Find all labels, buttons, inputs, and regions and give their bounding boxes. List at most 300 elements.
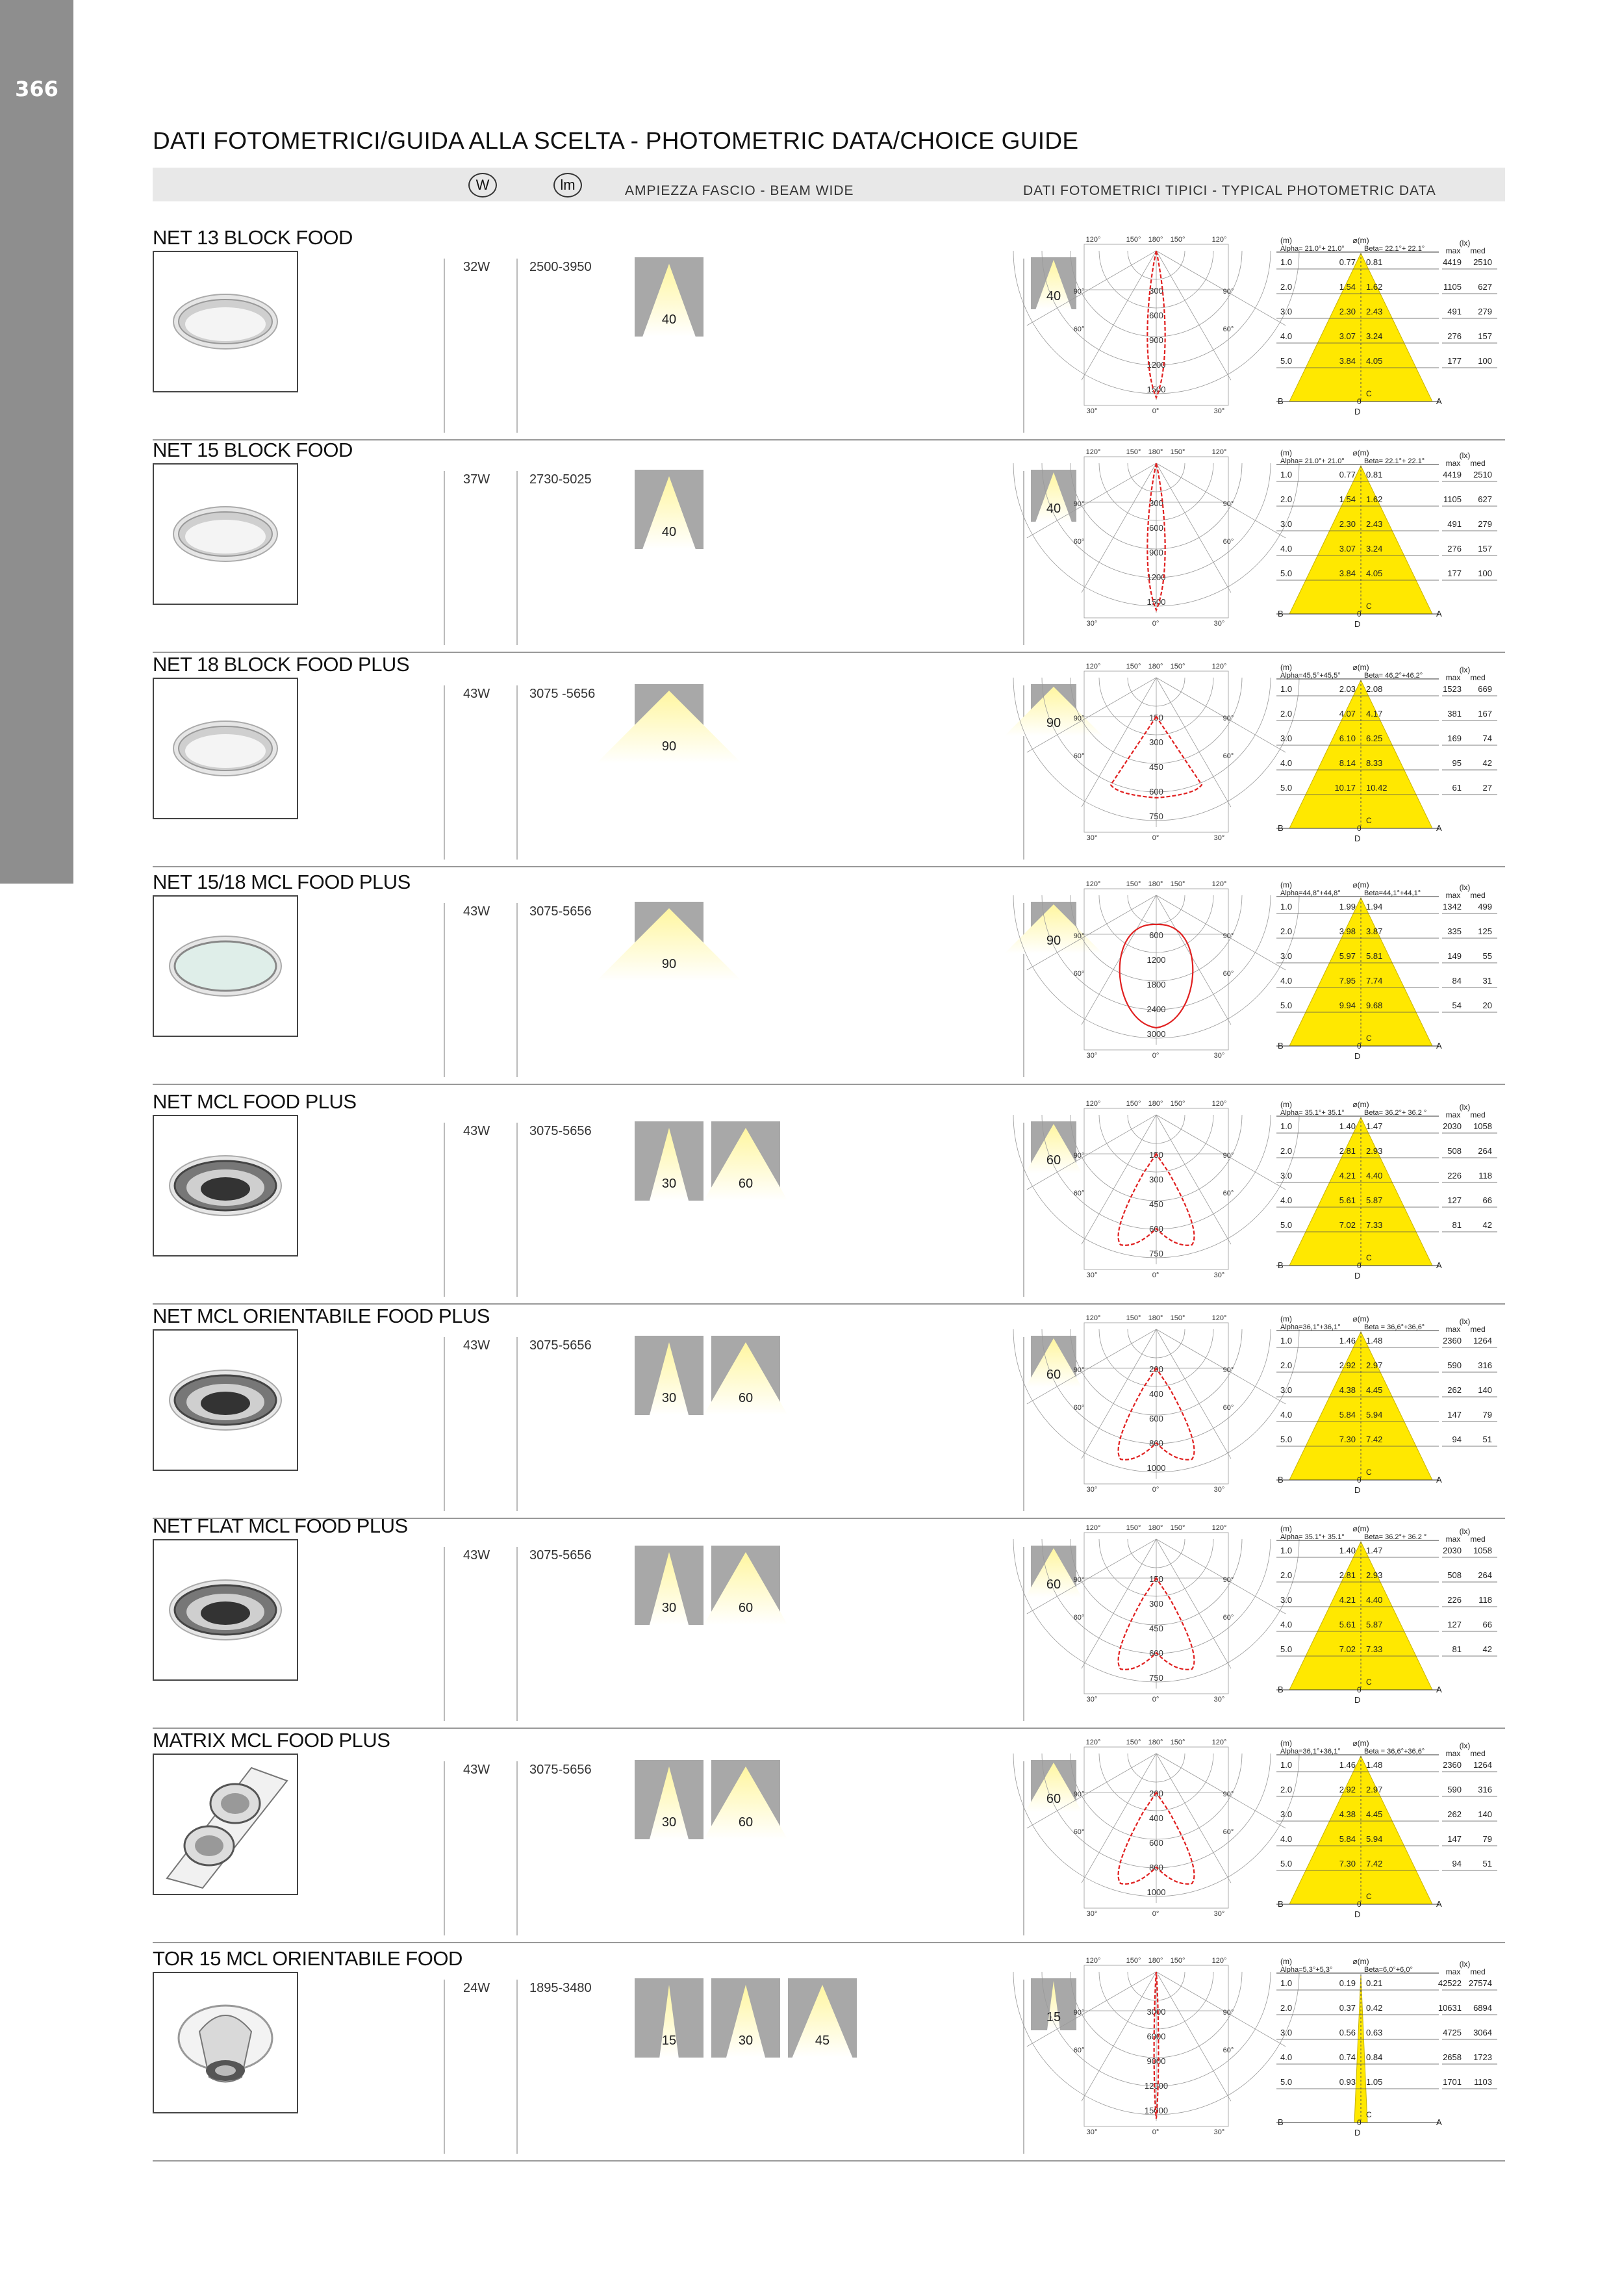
polar-axis-label: 0° xyxy=(1152,2128,1159,2136)
cone-distance: 3.0 xyxy=(1280,1385,1293,1395)
cone-lux-med: 627 xyxy=(1478,494,1492,504)
beam-angle-diagram xyxy=(635,1336,703,1415)
cone-unit-diameter: ⌀(m) xyxy=(1352,1314,1369,1323)
cone-point-c: C xyxy=(1366,1253,1372,1262)
cone-max-header: max xyxy=(1445,1535,1461,1544)
cone-unit-m: (m) xyxy=(1280,236,1292,245)
cone-lux-med: 79 xyxy=(1482,1410,1492,1420)
cone-lux-max: 1105 xyxy=(1443,282,1462,292)
beam-angle-diagram xyxy=(711,1546,780,1625)
polar-scale-label: 900 xyxy=(1149,335,1163,345)
lumen-icon: lm xyxy=(553,173,582,198)
cone-lux-med: 118 xyxy=(1478,1171,1492,1180)
cone-lux-med: 51 xyxy=(1482,1859,1492,1869)
cone-point-a: A xyxy=(1436,1260,1442,1270)
polar-scale-label: 750 xyxy=(1149,1249,1163,1258)
cone-point-b: B xyxy=(1278,1260,1284,1270)
cone-diameter-b: 2.97 xyxy=(1366,1785,1383,1794)
cone-unit-lux: (lx) xyxy=(1459,1527,1471,1536)
polar-axis-label: 60° xyxy=(1073,752,1085,760)
cone-lux-max: 226 xyxy=(1447,1595,1462,1605)
cone-distance: 4.0 xyxy=(1280,1620,1293,1629)
illuminance-cone-table xyxy=(1276,1737,1504,1919)
polar-scale-label: 1500 xyxy=(1147,385,1166,394)
cone-diameter-b: 7.42 xyxy=(1366,1859,1383,1869)
cone-lux-max: 335 xyxy=(1447,926,1462,936)
typical-beam-label: 15 xyxy=(1046,2010,1061,2024)
cone-diameter-a: 5.84 xyxy=(1339,1834,1356,1844)
product-name: MATRIX MCL FOOD PLUS xyxy=(153,1729,390,1752)
polar-axis-label: 90° xyxy=(1223,500,1234,508)
polar-axis-label: 180° xyxy=(1148,1524,1163,1532)
cone-diameter-b: 0.42 xyxy=(1366,2003,1383,2013)
cone-diameter-a: 2.30 xyxy=(1339,519,1356,529)
cone-diameter-b: 2.97 xyxy=(1366,1360,1383,1370)
cone-diameter-b: 5.81 xyxy=(1366,951,1383,961)
cone-lux-med: 167 xyxy=(1478,709,1492,719)
cone-beta: Beta= 22.1°+ 22.1° xyxy=(1364,457,1425,465)
polar-axis-label: 120° xyxy=(1085,1314,1101,1322)
typical-beam-label: 60 xyxy=(1046,1577,1061,1592)
watt-icon: W xyxy=(468,173,497,198)
cone-distance: 5.0 xyxy=(1280,2077,1293,2087)
beam-column-header: AMPIEZZA FASCIO - BEAM WIDE xyxy=(625,183,854,198)
cone-unit-diameter: ⌀(m) xyxy=(1352,663,1369,672)
column-divider xyxy=(1023,685,1024,860)
polar-scale-label: 150 xyxy=(1149,713,1163,722)
cone-med-header: med xyxy=(1470,1110,1486,1119)
cone-diameter-a: 2.81 xyxy=(1339,1570,1356,1580)
product-lumen: 3075-5656 xyxy=(529,1763,592,1777)
cone-diameter-a: 3.84 xyxy=(1339,568,1356,578)
cone-alpha: Alpha=36,1°+36,1° xyxy=(1280,1748,1341,1755)
cone-point-c: C xyxy=(1366,816,1372,825)
polar-scale-label: 600 xyxy=(1149,930,1163,940)
cone-lux-max: 590 xyxy=(1447,1785,1462,1794)
cone-point-d: D xyxy=(1354,407,1361,416)
product-image xyxy=(154,1540,297,1679)
cone-diameter-a: 3.07 xyxy=(1339,331,1356,341)
beam-angle-label: 60 xyxy=(738,1391,754,1405)
cone-point-d: D xyxy=(1354,834,1361,843)
polar-axis-label: 120° xyxy=(1211,1739,1227,1746)
cone-lux-max: 2030 xyxy=(1443,1121,1462,1131)
beam-angle-label: 30 xyxy=(661,1391,677,1405)
cone-lux-max: 42522 xyxy=(1438,1978,1462,1988)
product-section xyxy=(153,653,1505,867)
cone-lux-max: 84 xyxy=(1452,976,1462,986)
cone-beta: Beta= 46,2°+46,2° xyxy=(1364,672,1423,680)
cone-diameter-b: 1.48 xyxy=(1366,1760,1383,1770)
polar-axis-label: 180° xyxy=(1148,880,1163,888)
cone-max-header: max xyxy=(1445,246,1461,255)
cone-lux-max: 2360 xyxy=(1443,1336,1462,1346)
polar-axis-label: 60° xyxy=(1223,325,1234,333)
cone-diameter-b: 5.94 xyxy=(1366,1834,1383,1844)
polar-scale-label: 9000 xyxy=(1147,2056,1166,2066)
polar-axis-label: 90° xyxy=(1073,1791,1085,1798)
cone-diameter-b: 6.25 xyxy=(1366,733,1383,743)
polar-diagram xyxy=(1075,446,1237,628)
polar-scale-label: 800 xyxy=(1149,1438,1163,1448)
cone-point-zero: 0 xyxy=(1357,1475,1362,1485)
cone-diameter-a: 0.93 xyxy=(1339,2077,1356,2087)
polar-axis-label: 150° xyxy=(1170,1524,1185,1532)
column-divider xyxy=(444,1980,445,2154)
polar-axis-label: 0° xyxy=(1152,1696,1159,1703)
cone-diameter-a: 5.61 xyxy=(1339,1195,1356,1205)
typical-beam-label: 90 xyxy=(1046,716,1061,730)
polar-axis-label: 30° xyxy=(1213,2128,1225,2136)
beam-angle-label: 60 xyxy=(738,1601,754,1615)
polar-diagram xyxy=(1075,1312,1237,1494)
cone-lux-med: 42 xyxy=(1482,758,1492,768)
cone-alpha: Alpha= 35.1°+ 35.1° xyxy=(1280,1533,1345,1541)
cone-beta: Beta=6,0°+6,0° xyxy=(1364,1966,1413,1974)
cone-unit-diameter: ⌀(m) xyxy=(1352,1957,1369,1966)
cone-diameter-a: 2.03 xyxy=(1339,684,1356,694)
polar-axis-label: 150° xyxy=(1170,880,1185,888)
product-wattage: 43W xyxy=(463,1124,490,1138)
beam-angle-label: 45 xyxy=(815,2034,830,2048)
polar-scale-label: 600 xyxy=(1149,1838,1163,1848)
polar-axis-label: 90° xyxy=(1073,932,1085,940)
column-divider xyxy=(1023,1547,1024,1721)
polar-scale-label: 600 xyxy=(1149,1414,1163,1423)
cone-diameter-a: 8.14 xyxy=(1339,758,1356,768)
cone-diameter-b: 5.87 xyxy=(1366,1620,1383,1629)
cone-diameter-a: 0.77 xyxy=(1339,470,1356,479)
cone-max-header: max xyxy=(1445,891,1461,900)
cone-lux-med: 6894 xyxy=(1473,2003,1492,2013)
beam-angle-diagram xyxy=(711,1760,780,1839)
polar-axis-label: 90° xyxy=(1223,1152,1234,1160)
product-section xyxy=(153,1729,1505,1943)
polar-scale-label: 1000 xyxy=(1147,1887,1166,1897)
polar-axis-label: 150° xyxy=(1170,1957,1185,1965)
column-divider xyxy=(516,471,518,645)
cone-diameter-b: 4.45 xyxy=(1366,1385,1383,1395)
cone-point-zero: 0 xyxy=(1357,2118,1362,2127)
cone-diameter-a: 2.30 xyxy=(1339,307,1356,316)
polar-axis-label: 120° xyxy=(1085,1957,1101,1965)
polar-diagram xyxy=(1075,234,1237,416)
cone-lux-med: 1723 xyxy=(1473,2052,1492,2062)
cone-alpha: Alpha=36,1°+36,1° xyxy=(1280,1323,1341,1331)
polar-axis-label: 0° xyxy=(1152,1910,1159,1918)
cone-diameter-b: 4.05 xyxy=(1366,356,1383,366)
polar-axis-label: 180° xyxy=(1148,1739,1163,1746)
polar-axis-label: 90° xyxy=(1073,500,1085,508)
typical-beam-label: 60 xyxy=(1046,1792,1061,1806)
polar-axis-label: 30° xyxy=(1086,620,1098,628)
cone-lux-med: 499 xyxy=(1478,902,1492,912)
typical-beam-label: 90 xyxy=(1046,934,1061,948)
cone-lux-med: 55 xyxy=(1482,951,1492,961)
product-image xyxy=(154,465,297,604)
polar-axis-label: 90° xyxy=(1223,932,1234,940)
polar-scale-label: 3000 xyxy=(1147,1029,1166,1039)
polar-axis-label: 120° xyxy=(1085,448,1101,456)
illuminance-cone-table xyxy=(1276,1312,1504,1494)
cone-beta: Beta = 36,6°+36,6° xyxy=(1364,1323,1425,1331)
cone-lux-med: 118 xyxy=(1478,1595,1492,1605)
polar-axis-label: 90° xyxy=(1223,715,1234,722)
cone-distance: 5.0 xyxy=(1280,356,1293,366)
cone-diameter-a: 2.92 xyxy=(1339,1360,1356,1370)
cone-lux-med: 1058 xyxy=(1473,1546,1492,1555)
cone-point-d: D xyxy=(1354,1909,1361,1919)
polar-axis-label: 30° xyxy=(1213,1052,1225,1060)
cone-diameter-a: 2.81 xyxy=(1339,1146,1356,1156)
cone-diameter-a: 1.40 xyxy=(1339,1121,1356,1131)
cone-diameter-b: 9.68 xyxy=(1366,1001,1383,1010)
cone-distance: 3.0 xyxy=(1280,519,1293,529)
product-name: NET 18 BLOCK FOOD PLUS xyxy=(153,653,409,676)
cone-point-zero: 0 xyxy=(1357,609,1362,619)
polar-axis-label: 30° xyxy=(1086,1052,1098,1060)
polar-axis-label: 60° xyxy=(1073,1190,1085,1197)
cone-lux-med: 157 xyxy=(1478,544,1492,554)
cone-point-a: A xyxy=(1436,1899,1442,1909)
product-photo xyxy=(153,678,298,819)
beam-angle-diagram xyxy=(635,1978,703,2058)
cone-distance: 2.0 xyxy=(1280,2003,1293,2013)
cone-point-b: B xyxy=(1278,1475,1284,1485)
cone-diameter-a: 7.30 xyxy=(1339,1859,1356,1869)
cone-lux-max: 127 xyxy=(1447,1195,1462,1205)
cone-lux-med: 74 xyxy=(1482,733,1492,743)
polar-scale-label: 3000 xyxy=(1147,2007,1166,2017)
cone-lux-max: 491 xyxy=(1447,307,1462,316)
cone-diameter-a: 4.07 xyxy=(1339,709,1356,719)
polar-axis-label: 90° xyxy=(1223,1366,1234,1374)
cone-point-d: D xyxy=(1354,1051,1361,1061)
cone-diameter-a: 0.37 xyxy=(1339,2003,1356,2013)
polar-scale-label: 1200 xyxy=(1147,360,1166,370)
column-divider xyxy=(444,1761,445,1935)
polar-axis-label: 150° xyxy=(1126,1314,1141,1322)
cone-unit-lux: (lx) xyxy=(1459,1317,1471,1326)
cone-distance: 5.0 xyxy=(1280,1001,1293,1010)
cone-distance: 5.0 xyxy=(1280,1644,1293,1654)
cone-lux-max: 262 xyxy=(1447,1385,1462,1395)
polar-axis-label: 30° xyxy=(1213,620,1225,628)
cone-diameter-b: 1.47 xyxy=(1366,1121,1383,1131)
cone-distance: 1.0 xyxy=(1280,1546,1293,1555)
cone-lux-med: 2510 xyxy=(1473,470,1492,479)
cone-lux-med: 1058 xyxy=(1473,1121,1492,1131)
column-divider xyxy=(516,1337,518,1511)
polar-axis-label: 30° xyxy=(1213,407,1225,415)
illuminance-cone-table xyxy=(1276,1955,1504,2137)
polar-axis-label: 0° xyxy=(1152,1486,1159,1494)
cone-lux-med: 627 xyxy=(1478,282,1492,292)
cone-diameter-b: 5.87 xyxy=(1366,1195,1383,1205)
column-divider xyxy=(1023,1980,1024,2154)
polar-scale-label: 6000 xyxy=(1147,2032,1166,2041)
polar-axis-label: 30° xyxy=(1086,1271,1098,1279)
cone-diameter-b: 1.48 xyxy=(1366,1336,1383,1346)
polar-axis-label: 120° xyxy=(1211,663,1227,670)
polar-scale-label: 450 xyxy=(1149,762,1163,772)
page-number: 366 xyxy=(15,77,58,101)
cone-lux-max: 381 xyxy=(1447,709,1462,719)
polar-diagram xyxy=(1075,1522,1237,1704)
polar-axis-label: 60° xyxy=(1223,2047,1234,2054)
cone-lux-max: 2030 xyxy=(1443,1546,1462,1555)
cone-lux-med: 316 xyxy=(1478,1360,1492,1370)
cone-diameter-a: 4.38 xyxy=(1339,1385,1356,1395)
typical-beam-label: 40 xyxy=(1046,502,1061,516)
cone-lux-max: 94 xyxy=(1452,1435,1462,1444)
product-image xyxy=(154,1973,297,2112)
cone-lux-max: 177 xyxy=(1447,568,1462,578)
product-image xyxy=(154,1116,297,1255)
product-section xyxy=(153,1514,1505,1729)
product-lumen: 3075-5656 xyxy=(529,1338,592,1353)
cone-alpha: Alpha= 21.0°+ 21.0° xyxy=(1280,245,1345,253)
cone-lux-med: 66 xyxy=(1482,1195,1492,1205)
cone-unit-m: (m) xyxy=(1280,1957,1292,1966)
polar-scale-label: 600 xyxy=(1149,1648,1163,1658)
cone-lux-med: 1103 xyxy=(1474,2077,1492,2087)
cone-lux-max: 149 xyxy=(1447,951,1462,961)
cone-unit-diameter: ⌀(m) xyxy=(1352,1100,1369,1109)
cone-lux-med: 2510 xyxy=(1473,257,1492,267)
cone-lux-max: 508 xyxy=(1447,1570,1462,1580)
polar-axis-label: 120° xyxy=(1211,448,1227,456)
cone-distance: 1.0 xyxy=(1280,684,1293,694)
cone-diameter-b: 7.33 xyxy=(1366,1220,1383,1230)
product-wattage: 43W xyxy=(463,1338,490,1353)
cone-distance: 5.0 xyxy=(1280,783,1293,793)
polar-axis-label: 0° xyxy=(1152,1271,1159,1279)
cone-diameter-b: 4.40 xyxy=(1366,1595,1383,1605)
product-name: NET FLAT MCL FOOD PLUS xyxy=(153,1514,408,1537)
polar-diagram xyxy=(1075,878,1237,1060)
cone-lux-med: 125 xyxy=(1478,926,1492,936)
cone-diameter-a: 9.94 xyxy=(1339,1001,1356,1010)
polar-diagram xyxy=(1075,1737,1237,1919)
cone-point-a: A xyxy=(1436,1475,1442,1485)
cone-diameter-b: 2.93 xyxy=(1366,1570,1383,1580)
cone-distance: 3.0 xyxy=(1280,733,1293,743)
cone-lux-med: 20 xyxy=(1482,1001,1492,1010)
cone-diameter-a: 1.54 xyxy=(1339,282,1356,292)
product-section xyxy=(153,439,1505,653)
cone-diameter-a: 10.17 xyxy=(1334,783,1356,793)
cone-point-zero: 0 xyxy=(1357,1261,1362,1270)
cone-point-a: A xyxy=(1436,396,1442,406)
cone-diameter-a: 2.92 xyxy=(1339,1785,1356,1794)
polar-axis-label: 30° xyxy=(1213,1486,1225,1494)
cone-distance: 2.0 xyxy=(1280,926,1293,936)
column-divider xyxy=(516,1547,518,1721)
cone-unit-diameter: ⌀(m) xyxy=(1352,1739,1369,1748)
cone-point-b: B xyxy=(1278,1041,1284,1051)
column-divider xyxy=(1023,1761,1024,1935)
polar-axis-label: 120° xyxy=(1211,236,1227,244)
cone-diameter-b: 1.05 xyxy=(1366,2077,1383,2087)
cone-diameter-a: 1.40 xyxy=(1339,1546,1356,1555)
cone-point-b: B xyxy=(1278,1899,1284,1909)
product-section xyxy=(153,871,1505,1085)
polar-axis-label: 90° xyxy=(1223,1576,1234,1584)
product-wattage: 43W xyxy=(463,687,490,701)
cone-point-c: C xyxy=(1366,1034,1372,1043)
product-name: NET 15/18 MCL FOOD PLUS xyxy=(153,871,411,893)
cone-distance: 1.0 xyxy=(1280,902,1293,912)
cone-lux-med: 31 xyxy=(1482,976,1492,986)
cone-max-header: max xyxy=(1445,459,1461,468)
product-lumen: 1895-3480 xyxy=(529,1981,592,1995)
beam-angle-diagram xyxy=(635,1760,703,1839)
cone-lux-max: 1342 xyxy=(1443,902,1462,912)
cone-unit-lux: (lx) xyxy=(1459,665,1471,674)
polar-axis-label: 120° xyxy=(1211,1957,1227,1965)
cone-diameter-b: 7.42 xyxy=(1366,1435,1383,1444)
polar-axis-label: 90° xyxy=(1073,1576,1085,1584)
column-divider xyxy=(444,259,445,433)
cone-diameter-a: 3.07 xyxy=(1339,544,1356,554)
cone-point-d: D xyxy=(1354,1695,1361,1705)
polar-scale-label: 750 xyxy=(1149,1673,1163,1683)
column-divider xyxy=(516,1761,518,1935)
column-divider xyxy=(1023,1337,1024,1511)
cone-point-zero: 0 xyxy=(1357,1685,1362,1694)
cone-diameter-b: 0.63 xyxy=(1366,2028,1383,2037)
cone-lux-med: 1264 xyxy=(1473,1760,1492,1770)
cone-lux-med: 264 xyxy=(1478,1570,1492,1580)
polar-scale-label: 200 xyxy=(1149,1789,1163,1798)
cone-lux-max: 262 xyxy=(1447,1809,1462,1819)
cone-diameter-b: 5.94 xyxy=(1366,1410,1383,1420)
polar-scale-label: 1200 xyxy=(1147,572,1166,582)
column-divider xyxy=(516,259,518,433)
product-name: NET 15 BLOCK FOOD xyxy=(153,439,353,461)
beam-angle-label: 30 xyxy=(661,1177,677,1191)
cone-lux-med: 279 xyxy=(1478,519,1492,529)
cone-diameter-b: 0.81 xyxy=(1366,257,1383,267)
polar-scale-label: 600 xyxy=(1149,787,1163,797)
beam-angle-diagram xyxy=(711,1978,780,2058)
cone-lux-max: 276 xyxy=(1447,331,1462,341)
cone-point-b: B xyxy=(1278,396,1284,406)
polar-axis-label: 180° xyxy=(1148,663,1163,670)
cone-lux-med: 27 xyxy=(1482,783,1492,793)
polar-axis-label: 60° xyxy=(1073,1404,1085,1412)
cone-distance: 5.0 xyxy=(1280,1435,1293,1444)
cone-point-d: D xyxy=(1354,1485,1361,1495)
beam-angle-diagram xyxy=(711,1336,780,1415)
cone-unit-lux: (lx) xyxy=(1459,1959,1471,1969)
polar-scale-label: 12000 xyxy=(1144,2081,1169,2091)
product-lumen: 3075-5656 xyxy=(529,1548,592,1563)
beam-angle-diagram xyxy=(711,1121,780,1201)
cone-point-d: D xyxy=(1354,1271,1361,1281)
product-wattage: 37W xyxy=(463,472,490,487)
polar-axis-label: 150° xyxy=(1126,880,1141,888)
cone-max-header: max xyxy=(1445,1325,1461,1334)
cone-diameter-b: 7.33 xyxy=(1366,1644,1383,1654)
polar-axis-label: 150° xyxy=(1126,1739,1141,1746)
cone-diameter-a: 6.10 xyxy=(1339,733,1356,743)
cone-unit-lux: (lx) xyxy=(1459,1103,1471,1112)
product-section xyxy=(153,1305,1505,1519)
cone-diameter-a: 7.02 xyxy=(1339,1644,1356,1654)
cone-point-a: A xyxy=(1436,2117,1442,2127)
